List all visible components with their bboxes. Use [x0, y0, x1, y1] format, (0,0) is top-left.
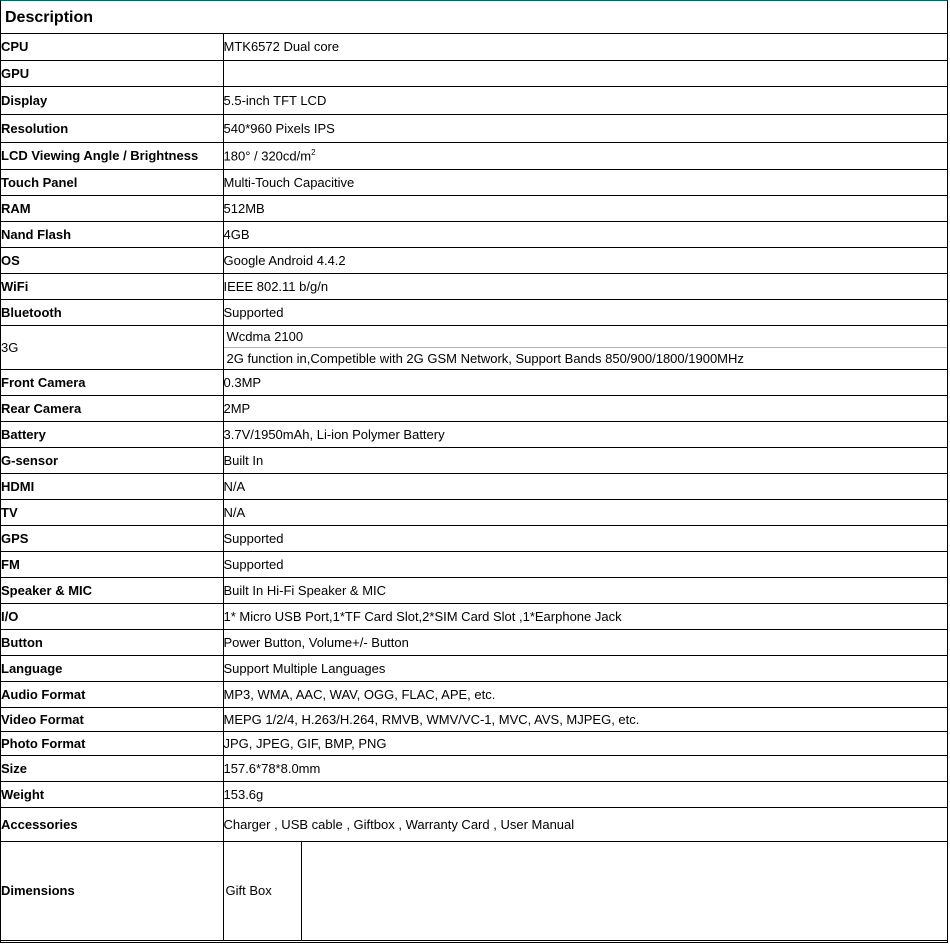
spec-label: Dimensions [1, 841, 223, 940]
table-row [1, 807, 947, 841]
table-row [1, 369, 947, 395]
spec-value [223, 525, 947, 551]
spec-label: GPS [1, 525, 223, 551]
table-row [1, 755, 947, 781]
spec-value [223, 299, 947, 325]
spec-value-text: 0.3MP [223, 374, 262, 390]
spec-value-text: 4GB [223, 226, 250, 242]
spec-value [223, 60, 947, 86]
spec-label: Photo Format [1, 731, 223, 755]
spec-label: Audio Format [1, 681, 223, 707]
spec-value-text: Supported [223, 530, 284, 546]
spec-value-text: Supported [223, 556, 284, 572]
spec-value-text: Charger , USB cable , Giftbox , Warranty Card , User Manual [223, 816, 575, 832]
table-row [1, 395, 947, 421]
spec-table [1, 34, 947, 941]
spec-value [223, 247, 947, 273]
spec-value [223, 142, 947, 169]
table-row [1, 273, 947, 299]
spec-label: WiFi [1, 273, 223, 299]
spec-value [223, 655, 947, 681]
spec-value [223, 755, 947, 781]
spec-label: RAM [1, 195, 223, 221]
spec-value [223, 447, 947, 473]
spec-label: Video Format [1, 707, 223, 731]
spec-value [223, 603, 947, 629]
spec-value-text: 512MB [223, 200, 265, 216]
spec-value [223, 499, 947, 525]
spec-label: Speaker & MIC [1, 577, 223, 603]
table-row [1, 629, 947, 655]
spec-label: Touch Panel [1, 169, 223, 195]
spec-value [223, 325, 947, 369]
spec-value [223, 195, 947, 221]
table-row [1, 731, 947, 755]
spec-label: Accessories [1, 807, 223, 841]
table-row [1, 781, 947, 807]
spec-value [223, 34, 947, 60]
spec-value-line: Wcdma 2100 [226, 328, 304, 344]
table-row [1, 421, 947, 447]
dimensions-grid [224, 842, 948, 940]
spec-value [223, 114, 947, 142]
spec-value-text: MP3, WMA, AAC, WAV, OGG, FLAC, APE, etc. [223, 686, 496, 702]
gift-box-cell: Gift Box [224, 842, 302, 940]
table-row [1, 473, 947, 499]
spec-value-text: MEPG 1/2/4, H.263/H.264, RMVB, WMV/VC-1, MVC, AVS, MJPEG, etc. [223, 711, 640, 727]
spec-value-text: 153.6g [223, 786, 264, 802]
table-row [1, 499, 947, 525]
spec-value-text: IEEE 802.11 b/g/n [223, 278, 329, 294]
spec-value-text: 157.6*78*8.0mm [223, 760, 321, 776]
table-row [1, 525, 947, 551]
spec-value-text: Multi-Touch Capacitive [223, 174, 355, 190]
spec-value-text: Built In [223, 452, 264, 468]
table-row [1, 707, 947, 731]
spec-value [223, 221, 947, 247]
spec-value [223, 421, 947, 447]
table-row [1, 447, 947, 473]
spec-value [223, 731, 947, 755]
spec-label: Bluetooth [1, 299, 223, 325]
table-row [1, 34, 947, 60]
spec-value [223, 807, 947, 841]
spec-label: Battery [1, 421, 223, 447]
spec-label: Display [1, 86, 223, 114]
table-row [1, 169, 947, 195]
table-row [1, 325, 947, 369]
spec-label: TV [1, 499, 223, 525]
spec-value-text: N/A [223, 478, 246, 494]
spec-label: Language [1, 655, 223, 681]
spec-value [223, 273, 947, 299]
spec-value [223, 395, 947, 421]
spec-value-text: Power Button, Volume+/- Button [223, 634, 409, 650]
spec-label: FM [1, 551, 223, 577]
spec-value [223, 841, 947, 940]
spec-value-text: MTK6572 Dual core [223, 39, 340, 55]
table-row [1, 247, 947, 273]
table-row [1, 551, 947, 577]
spec-label: Button [1, 629, 223, 655]
table-row [1, 86, 947, 114]
spec-label: I/O [1, 603, 223, 629]
spec-value-text: 180° / 320cd/m [223, 148, 312, 164]
spec-label: G-sensor [1, 447, 223, 473]
table-row [1, 142, 947, 169]
spec-label: Weight [1, 781, 223, 807]
spec-label: CPU [1, 34, 223, 60]
table-row [1, 299, 947, 325]
spec-value-text: 3.7V/1950mAh, Li-ion Polymer Battery [223, 426, 445, 442]
spec-value [223, 369, 947, 395]
spec-value-text: N/A [223, 504, 246, 520]
sheet-title: Description [1, 1, 947, 34]
spec-label: 3G [1, 325, 223, 369]
spec-value-superscript: 2 [311, 147, 316, 157]
spec-value [223, 781, 947, 807]
spec-value-text: Supported [223, 304, 284, 320]
spec-label: Nand Flash [1, 221, 223, 247]
spec-value-line: 2G function in,Competible with 2G GSM Network, Support Bands 850/900/1800/1900MHz [224, 347, 948, 369]
table-row [1, 655, 947, 681]
table-row [1, 60, 947, 86]
spec-value-text: 5.5-inch TFT LCD [223, 92, 327, 108]
spec-value-text: 540*960 Pixels IPS [223, 120, 335, 136]
spec-label: GPU [1, 60, 223, 86]
spec-label: Rear Camera [1, 395, 223, 421]
spec-value [223, 473, 947, 499]
spec-label: OS [1, 247, 223, 273]
spec-label: LCD Viewing Angle / Brightness [1, 142, 223, 169]
spec-label: Size [1, 755, 223, 781]
table-row [1, 841, 947, 940]
table-row [1, 195, 947, 221]
spec-value [223, 86, 947, 114]
table-row [1, 114, 947, 142]
spec-label: Front Camera [1, 369, 223, 395]
spec-value-text: Support Multiple Languages [223, 660, 386, 676]
spec-value-text: 2MP [223, 400, 251, 416]
spec-value-text: JPG, JPEG, GIF, BMP, PNG [223, 735, 387, 751]
table-row [1, 221, 947, 247]
spec-value-text: 1* Micro USB Port,1*TF Card Slot,2*SIM Card Slot ,1*Earphone Jack [223, 608, 622, 624]
spec-value [223, 629, 947, 655]
spec-value [223, 681, 947, 707]
spec-value [223, 707, 947, 731]
table-row [1, 681, 947, 707]
spec-value-text: Built In Hi-Fi Speaker & MIC [223, 582, 387, 598]
spec-label: Resolution [1, 114, 223, 142]
spec-label: HDMI [1, 473, 223, 499]
spec-value [223, 551, 947, 577]
spec-value [223, 577, 947, 603]
table-row [1, 603, 947, 629]
spec-value [223, 169, 947, 195]
table-row [1, 577, 947, 603]
spec-value-text: Google Android 4.4.2 [223, 252, 346, 268]
